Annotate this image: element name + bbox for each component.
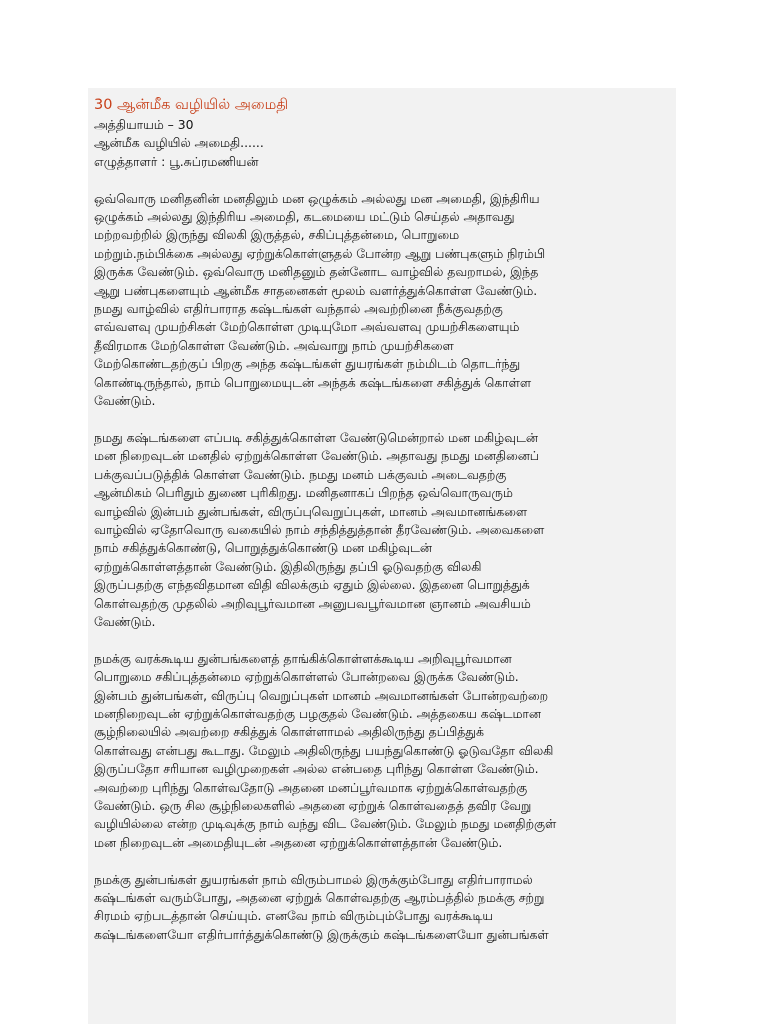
paragraph-line: மேற்கொண்டதற்குப் பிறகு அந்த கஷ்டங்கள் துயரங்கள் நம்மிடம் தொடர்ந்து [94,356,521,372]
paragraph-line: இன்பம் துன்பங்கள், விருப்பு வெறுப்புகள் மானம் அவமானங்கள் போன்றவற்றை [94,687,549,703]
author-line: எழுத்தாளர் : பூ.சுப்ரமணியன் [94,153,259,169]
paragraph-line: சூழ்நிலையில் அவற்றை சகித்துக் கொள்ளாமல் அதிலிருந்து தப்பித்துக் [94,724,484,740]
article-body [94,190,676,945]
paragraph-line: இருக்க வேண்டும். ஒவ்வொரு மனிதனும் தன்னோட வாழ்வில் தவறாமல், இந்த [94,264,539,280]
article-title: 30 ஆன்மீக வழியில் அமைதி [94,97,289,113]
paragraph-line: கொண்டிருந்தால், நாம் பொறுமையுடன் அந்தக் கஷ்டங்களை சகித்துக் கொள்ள [94,374,532,390]
article-paragraph [94,429,676,631]
paragraph-line: இருப்பதோ சரியான வழிமுறைகள் அல்ல என்பதை புரிந்து கொள்ள வேண்டும். [94,761,539,777]
article-paragraph [94,650,676,852]
paragraph-line: எவ்வளவு முயற்சிகள் மேற்கொள்ள முடியுமோ அவ்வளவு முயற்சிகளையும் [94,319,520,335]
paragraph-line: இருப்பதற்கு எந்தவிதமான விதி விலக்கும் ஏதும் இல்லை. இதனை பொறுத்துக் [94,577,530,593]
article-paragraph [94,871,676,945]
paragraph-line: பொறுமை சகிப்புத்தன்மை ஏற்றுக்கொள்ளல் போன்றவை இருக்க வேண்டும். [94,669,519,685]
paragraph-line: நமது வாழ்வில் எதிர்பாராத கஷ்டங்கள் வந்தால் அவற்றினை நீக்குவதற்கு [94,301,503,317]
paragraph-line: மற்றவற்றில் இருந்து விலகி இருத்தல், சகிப்புத்தன்மை, பொறுமை [94,227,460,243]
paragraph-gap [94,410,676,428]
paragraph-line: அவற்றை புரிந்து கொள்வதோடு அதனை மனப்பூர்வமாக ஏற்றுக்கொள்வதற்கு [94,779,528,795]
paragraph-line: நமக்கு வரக்கூடிய துன்பங்களைத் தாங்கிக்கொள்ளக்கூடிய அறிவுபூர்வமான [94,650,512,666]
paragraph-line: வழியில்லை என்ற முடிவுக்கு நாம் வந்து விட வேண்டும். மேலும் நமது மனதிற்குள் [94,816,557,832]
paragraph-line: நமக்கு துன்பங்கள் துயரங்கள் நாம் விரும்பாமல் இருக்கும்போது எதிர்பாராமல் [94,871,533,887]
paragraph-line: வேண்டும். [94,613,156,629]
paragraph-line: ஏற்றுக்கொள்ளத்தான் வேண்டும். இதிலிருந்து தப்பி ஓடுவதற்கு விலகி [94,558,482,574]
paragraph-line: வேண்டும். [94,393,156,409]
article-content [88,88,676,944]
paragraph-gap [94,852,676,870]
paragraph-line: ஒழுக்கம் அல்லது இந்திரிய அமைதி, கடமையை மட்டும் செய்தல் அதாவது [94,209,515,225]
paragraph-line: நமது கஷ்டங்களை எப்படி சகித்துக்கொள்ள வேண்டுமென்றால் மன மகிழ்வுடன் [94,429,538,445]
chapter-number: அத்தியாயம் – 30 [94,117,194,132]
paragraph-line: மன நிறைவுடன் மனதில் ஏற்றுக்கொள்ள வேண்டும். அதாவது நமது மனதினைப் [94,448,539,464]
paragraph-line: ஒவ்வொரு மனிதனின் மனதிலும் மன ஒழுக்கம் அல்லது மன அமைதி, இந்திரிய [94,190,540,206]
paragraph-line: தீவிரமாக மேற்கொள்ள வேண்டும். அவ்வாறு நாம் முயற்சிகளை [94,337,454,353]
article-panel [88,88,676,1024]
paragraph-line: வாழ்வில் ஏதோவொரு வகையில் நாம் சந்தித்துத்தான் தீரவேண்டும். அவைகளை [94,521,545,537]
paragraph-gap [94,631,676,649]
paragraph-line: கஷ்டங்கள் வரும்போது, அதனை ஏற்றுக் கொள்வதற்கு ஆரம்பத்தில் நமக்கு சற்று [94,890,545,905]
chapter-subtitle: ஆன்மீக வழியில் அமைதி...... [94,135,264,151]
paragraph-line: கஷ்டங்களையோ எதிர்பார்த்துக்கொண்டு இருக்கும் கஷ்டங்களையோ துன்பங்கள் [94,926,549,942]
paragraph-line: ஆறு பண்புகளையும் ஆன்மீக சாதனைகள் மூலம் வளர்த்துக்கொள்ள வேண்டும். [94,282,538,298]
paragraph-line: மனநிறைவுடன் ஏற்றுக்கொள்வதற்கு பழகுதல் வேண்டும். அத்தகைய கஷ்டமான [94,705,541,721]
paragraph-line: மன நிறைவுடன் அமைதியுடன் அதனை ஏற்றுக்கொள்ளத்தான் வேண்டும். [94,834,503,850]
article-paragraph [94,190,676,411]
paragraph-line: கொள்வதற்கு முதலில் அறிவுபூர்வமான அனுபவபூர்வமான ஞானம் அவசியம் [94,595,531,611]
paragraph-line: ஆன்மிகம் பெரிதும் துணை புரிகிறது. மனிதனாகப் பிறந்த ஒவ்வொருவரும் [94,485,513,501]
paragraph-line: வேண்டும். ஒரு சில சூழ்நிலைகளில் அதனை ஏற்றுக் கொள்வதைத் தவிர வேறு [94,797,532,813]
paragraph-line: வாழ்வில் இன்பம் துன்பங்கள், விருப்புவெறுப்புகள், மானம் அவமானங்களை [94,503,528,519]
paragraph-line: நாம் சகித்துக்கொண்டு, பொறுத்துக்கொண்டு மன மகிழ்வுடன் [94,540,432,556]
paragraph-line: மற்றும்.நம்பிக்கை அல்லது ஏற்றுக்கொள்ளுதல் போன்ற ஆறு பண்புகளும் நிரம்பி [94,245,546,261]
paragraph-line: கொள்வது என்பது கூடாது. மேலும் அதிலிருந்து பயந்துகொண்டு ஓடுவதோ விலகி [94,742,554,758]
spacer [94,171,676,189]
paragraph-line: சிரமம் ஏற்படத்தான் செய்யும். எனவே நாம் விரும்பும்போது வரக்கூடிய [94,908,493,924]
paragraph-line: பக்குவப்படுத்திக் கொள்ள வேண்டும். நமது மனம் பக்குவம் அடைவதற்கு [94,466,507,482]
